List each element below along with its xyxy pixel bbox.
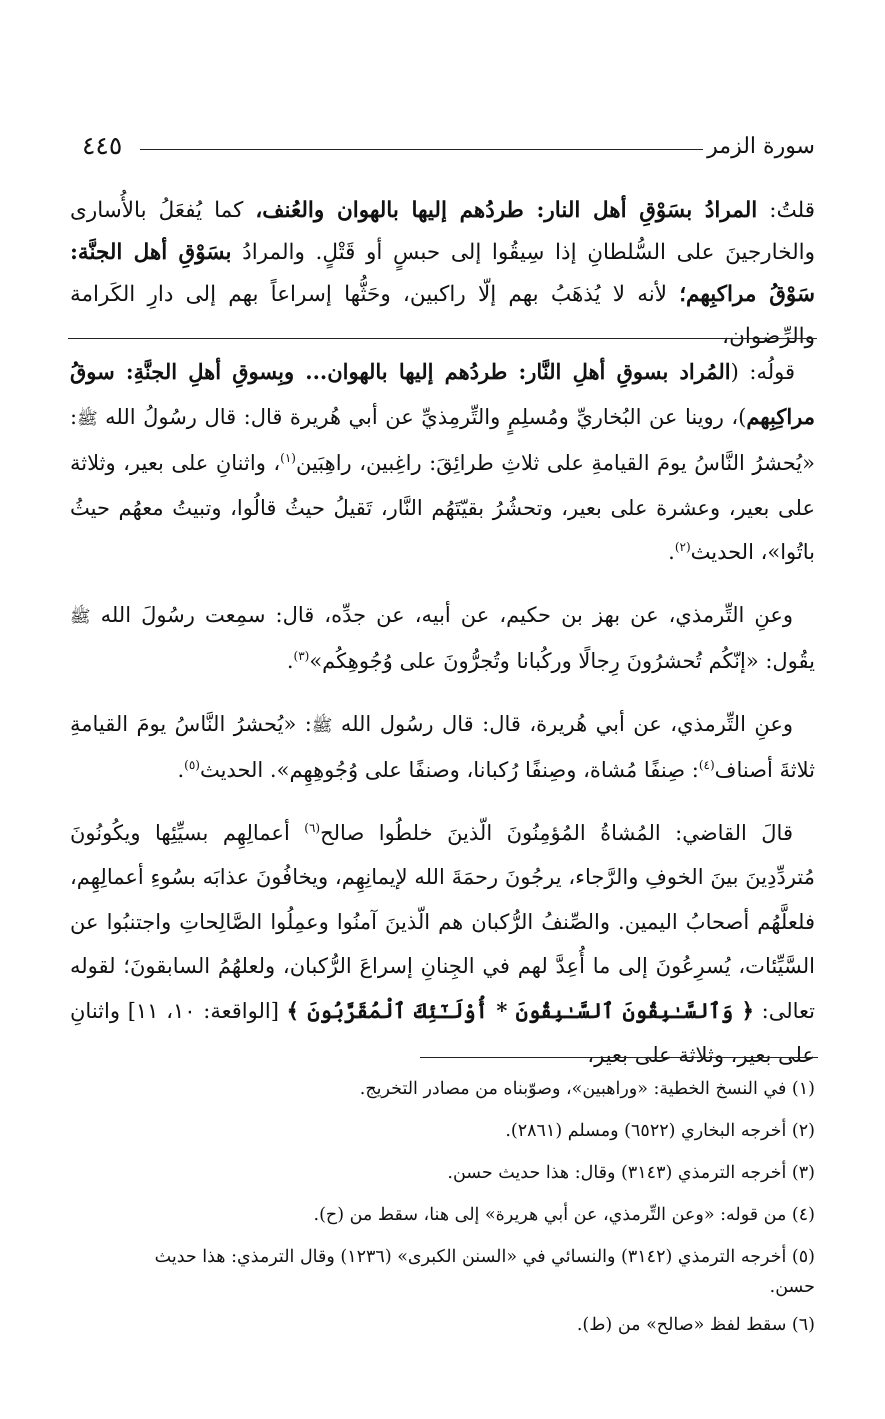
p1-text-1: )، روينا عن البُخاريِّ ومُسلِمٍ والتِّرمِذيِّ عن أبي هُريرة قال: قال رسُولُ الله	[97, 404, 747, 429]
salla-ligature: ﷺ	[77, 408, 98, 429]
main-bold-2: بسَوْقِ أهل الجنَّة: سَوْقُ مراكبِهم؛	[70, 240, 815, 307]
footnote-ref-1: (١)	[280, 451, 296, 465]
footnote-4: (٤) من قوله: «وعن التِّرمذي، عن أبي هريرة» إلى هنا، سقط من (ح).	[313, 1205, 815, 1225]
footnote-1: (١) في النسخ الخطية: «وراهبين»، وصوّبناه من مصادر التخريج.	[359, 1079, 815, 1099]
p1-text-2: : «يُحشرُ النَّاسُ يومَ القيامةِ على ثلاثِ طرائِقَ: راغِبين، راهِبَين	[70, 404, 815, 475]
commentary-paragraph-2	[70, 593, 815, 684]
footnote-6: (٦) سقط لفظ «صالح» من (ط).	[576, 1315, 815, 1335]
p2-text-1: وعنِ التِّرمذي، عن بهز بن حكيم، عن أبيه، عن جدِّه، قال: سمِعت رسُولَ الله	[90, 602, 793, 627]
footnote-2: (٢) أخرجه البخاري (٦٥٢٢) ومسلم (٢٨٦١).	[505, 1121, 815, 1141]
page-number: ٤٤٥	[82, 131, 123, 160]
main-intro: قلتُ:	[757, 198, 815, 223]
p4-text-2: أعمالِهِم بسيِّئِها ويكُونُونَ مُتردِّدِينَ بينَ الخوفِ والرَّجاء، يرجُونَ رحمَةَ الله لإيمانِهِم، ويخافُونَ عذابَه بسُوءِ أعمالِهِم، فلعلَّهُم أصحابُ اليمين. والصِّنفُ الرُّكبان هم الّذينَ آمنُوا وعمِلُوا الصَّالِحاتِ واجتنبُوا عن السَّيِّئات، يُسرِعُونَ إلى ما أُعِدَّ لهم في الجِنانِ إسراعَ الرُّكبان، ولعلهُمُ السابقونَ؛ لقوله تعالى:	[70, 820, 815, 1023]
p3-text-2: : «يُحشرُ النَّاسُ يومَ القيامةِ ثلاثةَ أصناف	[70, 711, 815, 782]
commentary-paragraph-4	[70, 811, 815, 1078]
footnote-ref-4: (٤)	[698, 758, 715, 772]
main-bold-1: المرادُ بسَوْقِ أهل النار: طردُهم إليها بالهوان والعُنف،	[255, 198, 758, 223]
footnote-5-continuation: حسن.	[769, 1277, 815, 1297]
footnote-ref-2: (٢)	[674, 540, 691, 554]
footnote-ref-6: (٦)	[304, 820, 321, 835]
p2-end: .	[286, 649, 294, 673]
footnote-ref-3: (٣)	[293, 649, 310, 663]
quran-verse: ﴿ وَٱلسَّـٰبِقُونَ ٱلسَّـٰبِقُونَ * أُوْلَـٰٓئِكَ ٱلْمُقَرَّبُونَ ﴾	[286, 997, 754, 1023]
p2-text-2: يقُول: «إنّكُم تُحشرُونَ رِجالًا وركُبانا وتُجرُّونَ على وُجُوهِكُم»	[309, 649, 815, 673]
salla-ligature: ﷺ	[311, 715, 333, 736]
p3-end: .	[177, 758, 185, 782]
p3-text-3: : صِنفًا مُشاة، وصِنفًا رُكبانا، وصنفًا على وُجُوهِهِم». الحديث	[199, 758, 699, 782]
footnotes	[70, 1074, 815, 1352]
p1-quoted-text: المُراد بسوقِ أهلِ النَّار: طردُهم إليها بالهوان... وبِسوقِ أهلِ الجنَّةِ: سوقُ مراكِبِهم	[70, 359, 815, 429]
commentary-paragraph-1	[70, 350, 815, 575]
commentary-paragraph-3	[70, 702, 815, 793]
footnote-ref-5: (٥)	[184, 758, 200, 772]
salla-ligature: ﷺ	[70, 606, 91, 627]
footnote-5	[70, 1242, 815, 1302]
main-text	[70, 190, 815, 358]
p1-end: .	[668, 540, 675, 564]
main-text-divider	[68, 338, 817, 339]
main-text-2: كما يُفعَلُ بالأُسارى والخارجينَ على السُّلطانِ إذا سِيقُوا إلى حبسٍ أو قَتْلٍ. والمرادُ	[70, 198, 815, 265]
p3-text-1: وعنِ التِّرمذي، عن أبي هُريرة، قال: قال رسُول الله	[332, 711, 793, 736]
footnote-divider	[420, 1057, 818, 1058]
commentary	[70, 350, 815, 1096]
footnote-3: (٣) أخرجه الترمذي (٣١٤٣) وقال: هذا حديث حسن.	[447, 1163, 815, 1183]
p1-intro: قولُه: (	[730, 360, 795, 384]
p4-text-3: [الواقعة: ١٠، ١١] واثنانِ على بعير، وثلاثة على بعير،	[70, 998, 815, 1067]
header-rule	[140, 149, 703, 150]
page-header	[82, 125, 815, 171]
main-text-3: لأنه لا يُذهَبُ بهم إلّا راكبين، وحَثُّها إسراعاً بهم إلى دارِ الكَرامة والرِّضوان،	[70, 282, 815, 349]
p1-text-3: ، واثنانِ على بعير، وثلاثة على بعير، وعشرة على بعير، وتحشُرُ بقيّتَهُم النَّار، تَقيلُ حيثُ قالُوا، وتبيتُ معهُم حيثُ باتُوا»، الحديث	[70, 451, 815, 564]
surah-title: سورة الزمر	[707, 134, 815, 159]
p4-text-1: قالَ القاضي: المُشاةُ المُؤمِنُونَ الّذينَ خلطُوا صالح	[320, 820, 793, 845]
footnote-5-text: (٥) أخرجه الترمذي (٣١٤٢) والنسائي في «السنن الكبرى» (١٢٣٦) وقال الترمذي: هذا حديث	[154, 1247, 815, 1267]
